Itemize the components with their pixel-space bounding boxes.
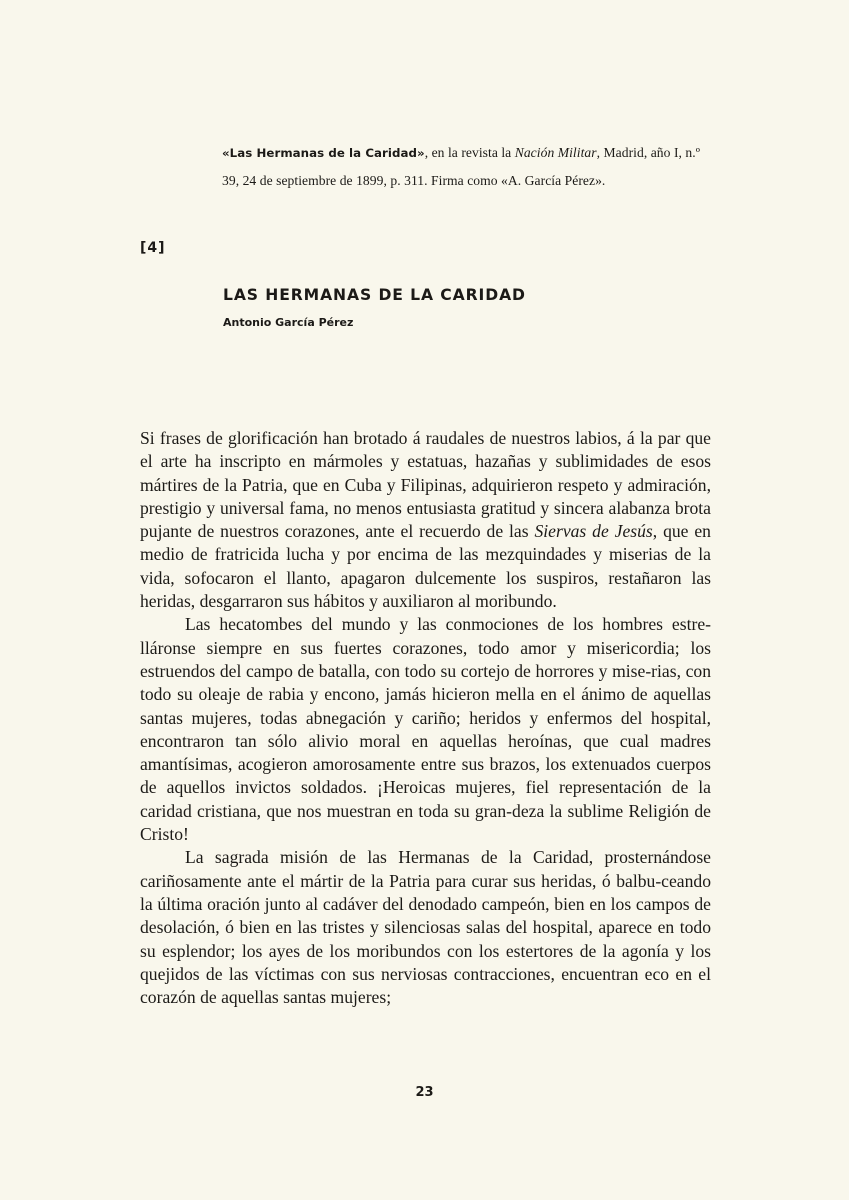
page-number: 23 (415, 1085, 434, 1100)
source-text-2: , Madrid, año I, n.º 39, 24 de septiembre de 1899, p. 311. Firma como «A. García Pérez». (222, 145, 700, 188)
source-text-1: , en la revista la (424, 145, 515, 160)
article-body (140, 427, 711, 1009)
source-periodical: Nación Militar (514, 145, 597, 160)
article-author: Antonio García Pérez (223, 316, 354, 329)
entry-number: [4] (140, 240, 166, 256)
paragraph-1-italic: Siervas de Jesús (534, 521, 653, 542)
source-article-title: «Las Hermanas de la Caridad» (222, 146, 425, 160)
paragraph-1 (140, 427, 711, 613)
paragraph-1-part-b: , que en medio de fratricida lucha y por encima de las mezquindades y miserias de la vida, sofocaron el llanto, apagaron dulcemente los suspiros, restañaron las heridas, desgarraron sus hábitos y auxiliaron al moribundo. (140, 521, 711, 612)
source-note (222, 139, 702, 194)
article-title: LAS HERMANAS DE LA CARIDAD (223, 286, 526, 304)
paragraph-3: La sagrada misión de las Hermanas de la Caridad, prosternándose cariñosamente ante el mártir de la Patria para curar sus heridas, ó balbu-ceando la última oración junto al cadáver del denodado campeón, bien en los campos de desolación, ó bien en las tristes y silenciosas salas del hospital, aparece en todo su esplendor; los ayes de los moribundos con los estertores de la agonía y los quejidos de las víctimas con sus nerviosas contracciones, encuentran eco en el corazón de aquellas santas mujeres; (140, 847, 711, 1008)
paragraph-1-part-a: Si frases de glorificación han brotado á raudales de nuestros labios, á la par que el arte ha inscripto en mármoles y estatuas, hazañas y sublimidades de esos mártires de la Patria, que en Cuba y Filipinas, adquirieron respeto y admiración, prestigio y universal fama, no menos entusiasta gratitud y sincera alabanza brota pujante de nuestros corazones, ante el recuerdo de las (140, 428, 711, 542)
paragraph-2: Las hecatombes del mundo y las conmociones de los hombres estre-lláronse siempre en sus fuertes corazones, todo amor y misericordia; los estruendos del campo de batalla, con todo su cortejo de horrores y mise-rias, con todo su oleaje de rabia y encono, jamás hicieron mella en el ánimo de aquellas santas mujeres, todas abnegación y cariño; heridos y enfermos del hospital, encontraron tan sólo alivio moral en aquellas heroínas, que cual madres amantísimas, acogieron amorosamente entre sus brazos, los extenuados cuerpos de aquellos invictos soldados. ¡Heroicas mujeres, fiel representación de la caridad cristiana, que nos muestran en toda su gran-deza la sublime Religión de Cristo! (140, 614, 711, 845)
